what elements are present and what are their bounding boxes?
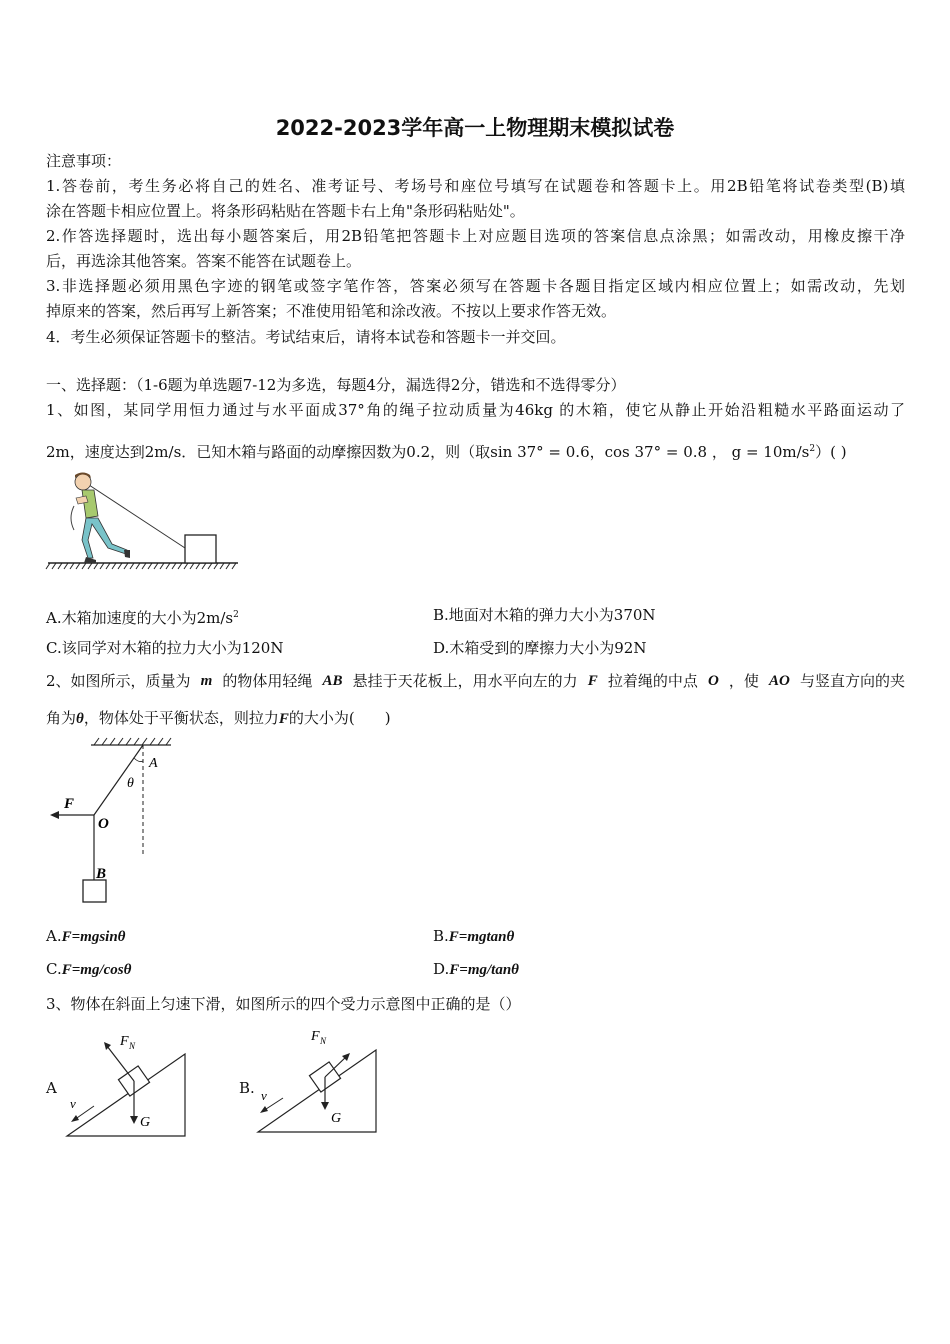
svg-text:F: F bbox=[311, 1029, 320, 1044]
hanging-block bbox=[83, 880, 106, 902]
q1-text-line2: 2m，速度达到2m/s．已知木箱与路面的动摩擦因数为0.2，则（取sin 37° = 0.6，cos 37° = 0.8 ， $g = 10m/s^2$）( ) bbox=[46, 443, 847, 461]
label-o: O bbox=[98, 816, 109, 832]
svg-text:v: v bbox=[70, 1096, 76, 1111]
q3-figure-a[interactable] bbox=[62, 1028, 192, 1143]
q2-option-a[interactable]: A.F=mgsinθ bbox=[46, 927, 126, 945]
q2-text-line1: 2、如图所示，质量为 m 的物体用轻绳 AB 悬挂于天花板上，用水平向左的力 F 拉着绳的中点 O ，使 AO 与竖直方向的夹 bbox=[46, 672, 905, 690]
notice-line: 4．考生必须保证答题卡的整洁。考试结束后，请将本试卷和答题卡一并交回。 bbox=[46, 328, 566, 346]
q3-text: 3、物体在斜面上匀速下滑，如图所示的四个受力示意图中正确的是（） bbox=[46, 995, 521, 1013]
label-b: B bbox=[96, 866, 107, 882]
svg-text:N: N bbox=[320, 1036, 327, 1046]
q2-option-b[interactable]: B.F=mgtanθ bbox=[433, 927, 515, 945]
svg-text:N: N bbox=[129, 1041, 136, 1051]
notice-line: 3.非选择题必须用黑色字迹的钢笔或签字笔作答，答案必须写在答题卡各题目指定区域内相应位置上；如需改动，先划 bbox=[46, 277, 905, 295]
pull-rope bbox=[86, 483, 185, 548]
notice-line: 后，再选涂其他答案。答案不能答在试题卷上。 bbox=[46, 252, 362, 270]
notice-line: 1.答卷前，考生务必将自己的姓名、准考证号、考场号和座位号填写在试题卷和答题卡上。用2B铅笔将试卷类型(B)填 bbox=[46, 177, 905, 195]
label-f: F bbox=[64, 796, 75, 812]
notice-line: 2.作答选择题时，选出每小题答案后，用2B铅笔把答题卡上对应题目选项的答案信息点涂黑；如需改动，用橡皮擦干净 bbox=[46, 227, 905, 245]
label-a: A bbox=[149, 756, 158, 771]
q1-option-a[interactable]: A.木箱加速度的大小为$2m/s^2$ bbox=[46, 609, 239, 627]
student-figure bbox=[71, 473, 130, 564]
q1-option-c[interactable]: C.该同学对木箱的拉力大小为120N bbox=[46, 639, 284, 657]
q2-figure bbox=[46, 735, 186, 910]
wooden-box bbox=[185, 535, 216, 563]
notice-heading: 注意事项： bbox=[46, 152, 122, 170]
label-theta: θ bbox=[127, 776, 134, 791]
q2-option-d[interactable]: D.F=mg/tanθ bbox=[433, 960, 519, 978]
q3-option-b-label[interactable]: B. bbox=[239, 1079, 255, 1097]
q1-option-b[interactable]: B.地面对木箱的弹力大小为370N bbox=[433, 606, 656, 624]
svg-text:G: G bbox=[140, 1115, 151, 1130]
q1-option-d[interactable]: D.木箱受到的摩擦力大小为92N bbox=[433, 639, 647, 657]
section-heading: 一、选择题：（1-6题为单选题7-12为多选，每题4分，漏选得2分，错选和不选得零分） bbox=[46, 376, 626, 394]
page-title: 2022-2023学年高一上物理期末模拟试卷 bbox=[275, 116, 675, 140]
q1-figure bbox=[46, 468, 246, 578]
svg-text:G: G bbox=[331, 1111, 342, 1126]
notice-line: 掉原来的答案，然后再写上新答案；不准使用铅笔和涂改液。不按以上要求作答无效。 bbox=[46, 302, 617, 320]
rope-ao bbox=[94, 745, 143, 815]
q1-text-line1: 1、如图，某同学用恒力通过与水平面成37°角的绳子拉动质量为46kg 的木箱，使它从静止开始沿粗糙水平路面运动了 bbox=[46, 401, 905, 419]
q3-option-a-label[interactable]: A bbox=[46, 1079, 57, 1097]
svg-text:F: F bbox=[120, 1034, 129, 1049]
q3-figure-b[interactable] bbox=[255, 1022, 385, 1137]
notice-line: 涂在答题卡相应位置上。将条形码粘贴在答题卡右上角"条形码粘贴处"。 bbox=[46, 202, 525, 220]
q2-option-c[interactable]: C.F=mg/cosθ bbox=[46, 960, 132, 978]
svg-text:v: v bbox=[261, 1088, 267, 1103]
q2-text-line2: 角为θ，物体处于平衡状态，则拉力F的大小为( ) bbox=[46, 709, 391, 727]
